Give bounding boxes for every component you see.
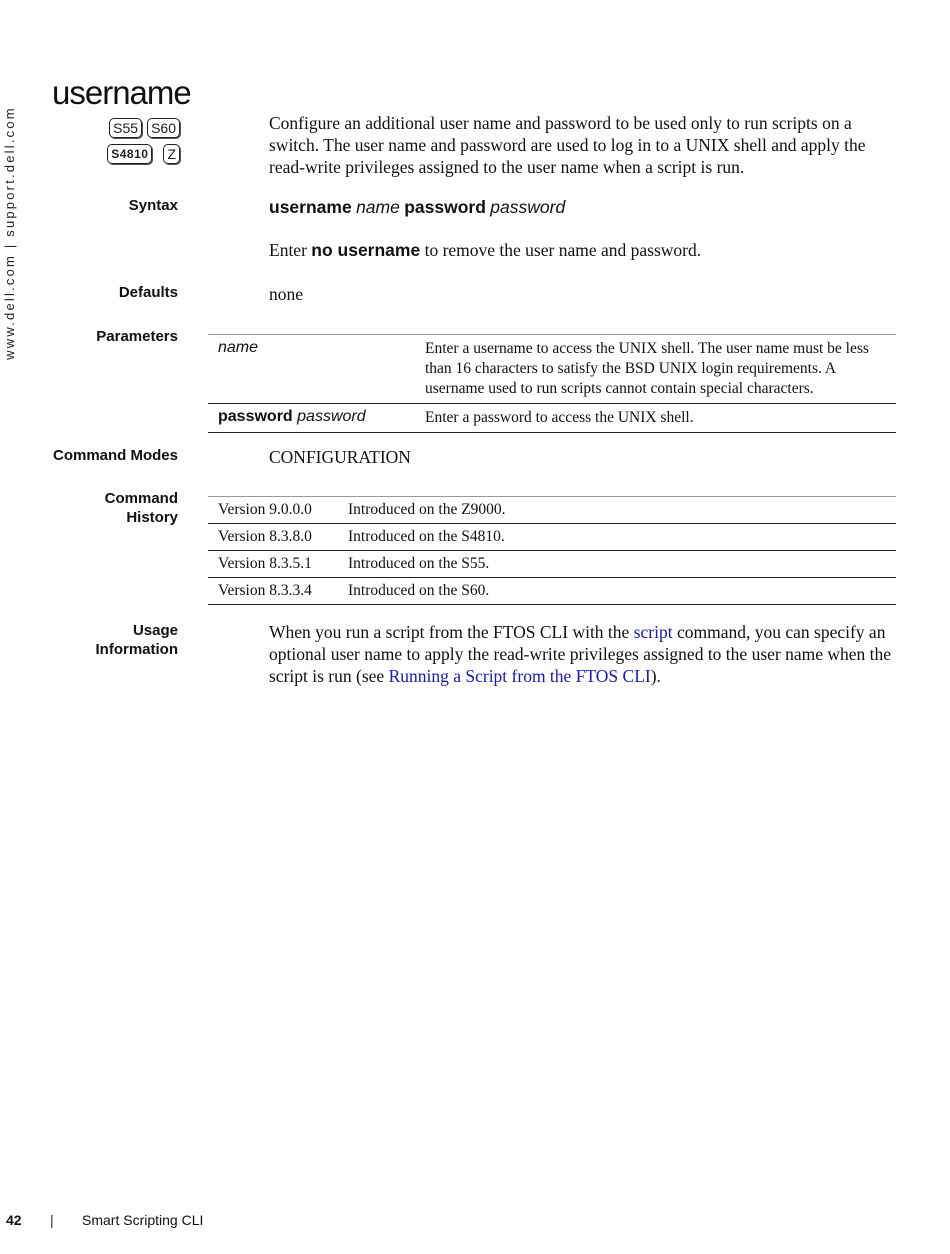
param-description: Enter a username to access the UNIX shell. The user name must be less than 16 characters to satisfy the BSD UNIX login requirements. A username used to run scripts cannot contain special characters. [425, 340, 869, 397]
history-description: Introduced on the S4810. [348, 528, 505, 545]
label-line: Usage [132, 622, 178, 639]
footer-separator: | [50, 1212, 54, 1228]
usage-information-text [269, 621, 899, 687]
table-row [208, 551, 896, 578]
parameters-label: Parameters [96, 328, 178, 345]
syntax-keyword: password [404, 197, 486, 217]
platform-badge-s60: S60 [147, 118, 180, 138]
badge-row [92, 144, 180, 164]
no-form-prefix: Enter [269, 240, 307, 260]
script-command-link[interactable]: script [633, 622, 673, 642]
no-form-suffix: to remove the user name and password. [424, 240, 702, 260]
table-row [208, 524, 896, 551]
history-version: Version 8.3.8.0 [218, 528, 312, 545]
badge-row [92, 118, 180, 138]
syntax-argument: name [356, 197, 400, 217]
command-description: Configure an additional user name and password to be used only to run scripts on a switch. The user name and password are used to log in to a UNIX shell and apply the read-write privileges assigned to the user name when a script is run. [269, 113, 866, 177]
platform-badge-s55: S55 [109, 118, 142, 138]
parameters-table [208, 334, 896, 433]
syntax-keyword: username [269, 197, 352, 217]
page-footer [6, 1212, 203, 1228]
param-name-cell [208, 335, 415, 404]
label-line: Command [104, 490, 178, 507]
param-name-cell [208, 404, 415, 433]
table-row [208, 335, 896, 404]
usage-text: ). [650, 666, 661, 686]
table-row [208, 578, 896, 605]
command-history-label [105, 489, 178, 527]
syntax-label: Syntax [128, 197, 178, 214]
page-number: 42 [6, 1212, 22, 1228]
command-title: username [52, 74, 191, 111]
table-row [208, 497, 896, 524]
no-form-line [269, 239, 899, 261]
no-form-command: no username [311, 240, 421, 260]
label-line: Information [95, 641, 178, 658]
platform-badge-s4810: S4810 [107, 144, 152, 164]
platform-badges [92, 118, 180, 170]
defaults-value: none [269, 284, 304, 304]
defaults-label: Defaults [118, 284, 178, 301]
command-modes-value: CONFIGURATION [269, 447, 411, 467]
footer-section-title: Smart Scripting CLI [82, 1212, 204, 1228]
label-line: History [126, 509, 178, 526]
param-keyword: password [218, 408, 293, 425]
table-row [208, 404, 896, 433]
history-description: Introduced on the Z9000. [348, 501, 506, 518]
syntax-argument: password [490, 197, 566, 217]
usage-information-label [96, 621, 179, 659]
command-modes-label: Command Modes [52, 447, 178, 464]
history-version: Version 8.3.3.4 [218, 582, 312, 599]
history-description: Introduced on the S60. [348, 582, 490, 599]
history-version: Version 8.3.5.1 [218, 555, 312, 572]
history-description: Introduced on the S55. [348, 555, 490, 572]
history-table [208, 496, 896, 605]
usage-text: When you run a script from the FTOS CLI with the [269, 622, 630, 642]
param-name: name [218, 339, 259, 356]
usage-text: command, you can specify an optional user name to apply the read-write privileges assigned to the user name when the script is run (see [269, 622, 892, 686]
param-argument: password [297, 408, 366, 425]
param-description: Enter a password to access the UNIX shell. [425, 409, 694, 426]
syntax-line [269, 196, 899, 218]
side-url: www.dell.com | support.dell.com [2, 106, 17, 360]
history-version: Version 9.0.0.0 [218, 501, 312, 518]
platform-badge-z: Z [163, 144, 180, 164]
running-script-link[interactable]: Running a Script from the FTOS CLI [388, 666, 651, 686]
